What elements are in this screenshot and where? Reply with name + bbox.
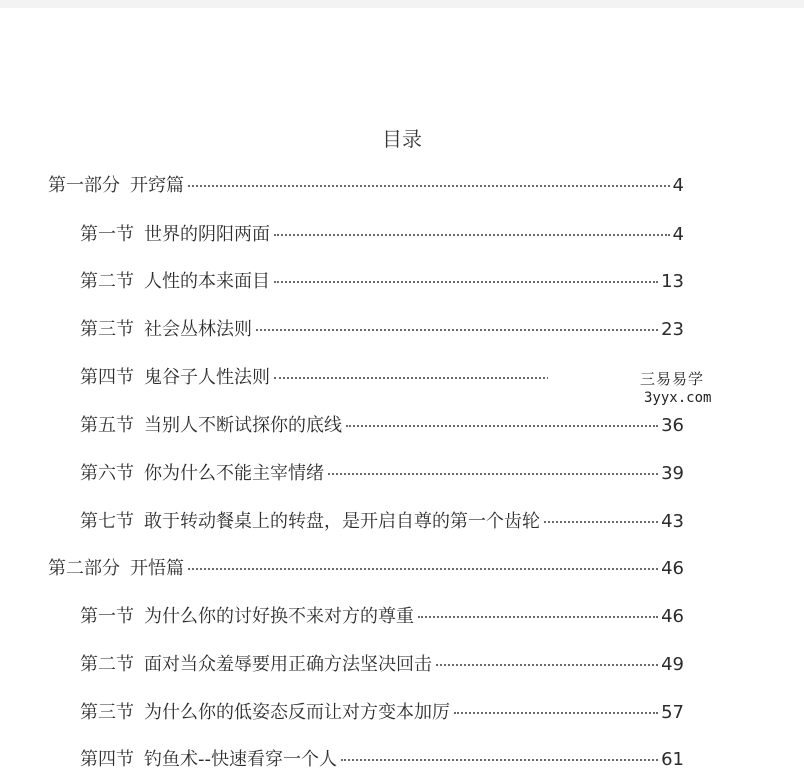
toc-section[interactable] bbox=[80, 412, 684, 440]
section-number: 第七节 bbox=[80, 511, 134, 532]
toc-section[interactable] bbox=[80, 221, 684, 249]
toc-part-2[interactable] bbox=[48, 555, 684, 583]
toc-title: 目录 bbox=[382, 127, 422, 151]
page-number: 13 bbox=[661, 271, 684, 292]
page-number: 39 bbox=[661, 463, 684, 484]
dot-leader bbox=[341, 759, 658, 761]
section-title: 面对当众羞辱要用正确方法坚决回击 bbox=[144, 654, 432, 675]
page-number: 36 bbox=[661, 415, 684, 436]
toc-section[interactable] bbox=[80, 268, 684, 296]
section-title: 你为什么不能主宰情绪 bbox=[144, 463, 324, 484]
page-number: 4 bbox=[672, 175, 684, 196]
section-title: 鬼谷子人性法则 bbox=[144, 367, 270, 388]
section-title: 世界的阴阳两面 bbox=[144, 224, 270, 245]
dot-leader bbox=[454, 712, 658, 714]
part-number: 第二部分 bbox=[48, 558, 120, 579]
toc-section[interactable] bbox=[80, 603, 684, 631]
section-number: 第五节 bbox=[80, 415, 134, 436]
section-title: 为什么你的低姿态反而让对方变本加厉 bbox=[144, 702, 450, 723]
section-title: 敢于转动餐桌上的转盘，是开启自尊的第一个齿轮 bbox=[144, 511, 540, 532]
dot-leader bbox=[346, 425, 658, 427]
section-number: 第二节 bbox=[80, 654, 134, 675]
dot-leader bbox=[188, 185, 670, 187]
dot-leader bbox=[274, 234, 670, 236]
top-strip bbox=[0, 0, 804, 8]
part-name: 开窍篇 bbox=[130, 175, 184, 196]
dot-leader bbox=[436, 664, 658, 666]
section-number: 第六节 bbox=[80, 463, 134, 484]
toc-section[interactable] bbox=[80, 316, 684, 344]
dot-leader bbox=[328, 473, 658, 475]
section-title: 社会丛林法则 bbox=[144, 319, 252, 340]
watermark-url: 3yyx.com bbox=[644, 390, 712, 406]
toc-section[interactable] bbox=[80, 746, 684, 774]
page-number: 46 bbox=[661, 606, 684, 627]
toc-section[interactable] bbox=[80, 460, 684, 488]
page-number: 61 bbox=[661, 749, 684, 770]
section-title: 钓鱼术--快速看穿一个人 bbox=[144, 749, 337, 770]
page-number: 23 bbox=[661, 319, 684, 340]
page-number: 49 bbox=[661, 654, 684, 675]
section-number: 第三节 bbox=[80, 702, 134, 723]
section-title: 人性的本来面目 bbox=[144, 271, 270, 292]
watermark-title: 三易易学 bbox=[640, 370, 705, 388]
section-number: 第四节 bbox=[80, 367, 134, 388]
page-number: 46 bbox=[661, 558, 684, 579]
page-number: 57 bbox=[661, 702, 684, 723]
section-title: 为什么你的讨好换不来对方的尊重 bbox=[144, 606, 414, 627]
part-number: 第一部分 bbox=[48, 175, 120, 196]
section-number: 第二节 bbox=[80, 271, 134, 292]
toc-section[interactable] bbox=[80, 651, 684, 679]
page-number: 43 bbox=[661, 511, 684, 532]
toc-section[interactable] bbox=[80, 508, 684, 536]
section-number: 第一节 bbox=[80, 224, 134, 245]
dot-leader bbox=[188, 568, 658, 570]
dot-leader bbox=[274, 281, 658, 283]
dot-leader bbox=[418, 616, 658, 618]
page-number: 4 bbox=[672, 224, 684, 245]
toc-part-1[interactable] bbox=[48, 172, 684, 200]
dot-leader bbox=[256, 329, 658, 331]
section-number: 第三节 bbox=[80, 319, 134, 340]
section-title: 当别人不断试探你的底线 bbox=[144, 415, 342, 436]
part-name: 开悟篇 bbox=[130, 558, 184, 579]
dot-leader bbox=[544, 521, 658, 523]
toc-section[interactable] bbox=[80, 699, 684, 727]
section-number: 第一节 bbox=[80, 606, 134, 627]
section-number: 第四节 bbox=[80, 749, 134, 770]
